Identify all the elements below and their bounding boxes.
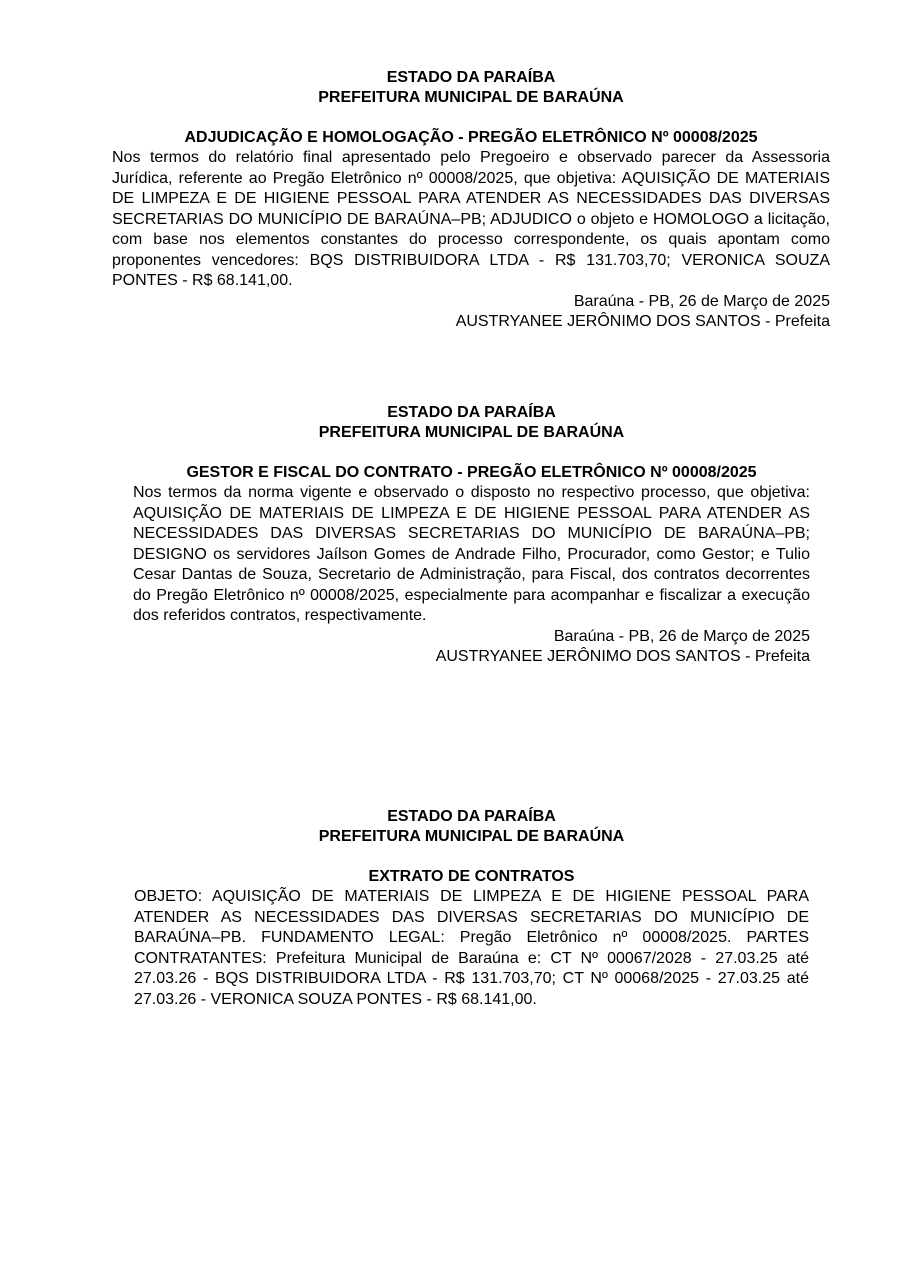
- date-line: Baraúna - PB, 26 de Março de 2025: [553, 627, 810, 645]
- prefecture-heading: PREFEITURA MUNICIPAL DE BARAÚNA: [318, 89, 624, 106]
- notice-body: Nos termos do relatório final apresentado pelo Pregoeiro e observado parecer da Assessoria Jurídica, referente ao Pregão Eletrônico nº 00008/2025, que objetiva: AQUISIÇÃO DE MATERIAIS DE LIMPEZA E DE HIGIENE PESSOAL PARA ATENDER AS NECESSIDADES DAS DIVERSAS SECRETARIAS DO MUNICÍPIO DE BARAÚNA–PB; ADJUDICO o objeto e HOMOLOGO a licitação, com base nos elementos constantes do processo correspondente, os quais apontam como proponentes vencedores: BQS DISTRIBUIDORA LTDA - R$ 131.703,70; VERONICA SOUZA PONTES - R$ 68.141,00.: [112, 149, 830, 289]
- state-heading: ESTADO DA PARAÍBA: [387, 808, 556, 825]
- contract-extract-notice: [134, 807, 809, 1010]
- manager-inspector-notice: [133, 403, 810, 668]
- prefecture-heading: PREFEITURA MUNICIPAL DE BARAÚNA: [318, 828, 625, 845]
- state-heading: ESTADO DA PARAÍBA: [386, 69, 556, 86]
- adjudication-notice: [112, 68, 830, 333]
- prefecture-heading: PREFEITURA MUNICIPAL DE BARAÚNA: [318, 424, 625, 441]
- signature-line: AUSTRYANEE JERÔNIMO DOS SANTOS - Prefeita: [435, 648, 810, 665]
- state-heading: ESTADO DA PARAÍBA: [387, 404, 556, 421]
- signature-line: AUSTRYANEE JERÔNIMO DOS SANTOS - Prefeita: [455, 313, 830, 330]
- notice-body: OBJETO: AQUISIÇÃO DE MATERIAIS DE LIMPEZA E DE HIGIENE PESSOAL PARA ATENDER AS NECESSIDADES DAS DIVERSAS SECRETARIAS DO MUNICÍPIO DE BARAÚNA–PB. FUNDAMENTO LEGAL: Pregão Eletrônico nº 00008/2025. PARTES CONTRATANTES: Prefeitura Municipal de Baraúna e: CT Nº 00067/2028 - 27.03.25 até 27.03.26 - BQS DISTRIBUIDORA LTDA - R$ 131.703,70; CT Nº 00068/2025 - 27.03.25 até 27.03.26 - VERONICA SOUZA PONTES - R$ 68.141,00.: [134, 888, 809, 1008]
- notice-title: EXTRATO DE CONTRATOS: [368, 868, 575, 885]
- notice-title: ADJUDICAÇÃO E HOMOLOGAÇÃO - PREGÃO ELETRÔNICO Nº 00008/2025: [184, 129, 758, 146]
- notice-body: Nos termos da norma vigente e observado o disposto no respectivo processo, que objetiva: AQUISIÇÃO DE MATERIAIS DE LIMPEZA E DE HIGIENE PESSOAL PARA ATENDER AS NECESSIDADES DAS DIVERSAS SECRETARIAS DO MUNICÍPIO DE BARAÚNA–PB; DESIGNO os servidores Jaílson Gomes de Andrade Filho, Procurador, como Gestor; e Tulio Cesar Dantas de Souza, Secretario de Administração, para Fiscal, dos contratos decorrentes do Pregão Eletrônico nº 00008/2025, especialmente para acompanhar e fiscalizar a execução dos referidos contratos, respectivamente.: [133, 484, 810, 624]
- date-line: Baraúna - PB, 26 de Março de 2025: [573, 292, 830, 310]
- notice-title: GESTOR E FISCAL DO CONTRATO - PREGÃO ELETRÔNICO Nº 00008/2025: [186, 464, 757, 481]
